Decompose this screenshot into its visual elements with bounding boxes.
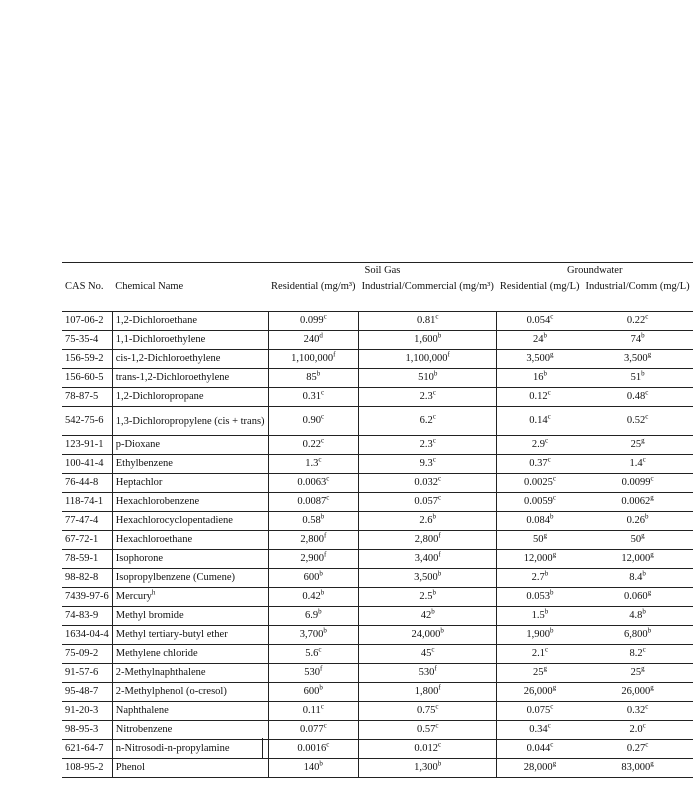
footnote-marker: c xyxy=(650,474,654,483)
soil-gas-industrial-header: Industrial/Commercial (mg/m³) xyxy=(359,279,497,312)
table-row xyxy=(62,740,693,759)
soil-gas-industrial-cell: 530$^f$ xyxy=(359,664,497,683)
chemical-name-cell: p-Dioxane xyxy=(112,436,268,455)
footnote-marker: b xyxy=(431,607,435,616)
footnote-marker: c xyxy=(326,740,330,749)
footnote-marker: b xyxy=(543,369,547,378)
groundwater-industrial-header: Industrial/Comm (mg/L) xyxy=(583,279,693,312)
footnote-marker: b xyxy=(320,512,325,521)
footnote-marker: c xyxy=(320,702,324,711)
groundwater-industrial-cell: 0.48$^c$ xyxy=(583,388,693,407)
table-row xyxy=(62,645,693,664)
soil-gas-residential-cell: 1,100,000$^f$ xyxy=(268,350,359,369)
chemical-name-cell: trans-1,2-Dichloroethylene xyxy=(112,369,268,388)
groundwater-industrial-cell: 0.27$^c$ xyxy=(583,740,693,759)
groundwater-residential-cell: 0.075$^c$ xyxy=(497,702,583,721)
soil-gas-residential-cell: 0.90$^c$ xyxy=(268,407,359,436)
chemical-name-cell: Hexachlorobenzene xyxy=(112,493,268,512)
groundwater-industrial-cell: 26,000$^g$ xyxy=(583,683,693,702)
groundwater-residential-cell: 2.1$^c$ xyxy=(497,645,583,664)
footnote-marker: c xyxy=(544,645,549,654)
groundwater-residential-cell: 2.7$^b$ xyxy=(497,569,583,588)
footnote-marker: g xyxy=(543,531,547,540)
footnote-marker: c xyxy=(323,312,327,321)
soil-gas-residential-cell: 5.6$^c$ xyxy=(268,645,359,664)
groundwater-residential-cell: 0.053$^b$ xyxy=(497,588,583,607)
footnote-marker: c xyxy=(550,740,554,749)
table-body xyxy=(62,312,693,778)
footnote-marker: f xyxy=(447,350,450,359)
chemical-name-cell: Methyl tertiary-butyl ether xyxy=(112,626,268,645)
soil-gas-residential-cell: 600$^b$ xyxy=(268,569,359,588)
footnote-marker: c xyxy=(645,412,649,421)
footnote-marker: b xyxy=(437,569,442,578)
cas-cell: 1634-04-4 xyxy=(62,626,112,645)
soil-gas-industrial-cell: 6.2$^c$ xyxy=(359,407,497,436)
soil-gas-residential-cell: 0.22$^c$ xyxy=(268,436,359,455)
groundwater-industrial-cell: 0.32$^c$ xyxy=(583,702,693,721)
soil-gas-industrial-cell: 0.81$^c$ xyxy=(359,312,497,331)
footnote-marker: c xyxy=(547,388,551,397)
footnote-marker: g xyxy=(647,350,652,359)
soil-gas-industrial-cell: 1,600$^b$ xyxy=(359,331,497,350)
chemical-name-cell: n-Nitrosodi-n-propylamine xyxy=(112,740,268,759)
table-row xyxy=(62,607,693,626)
footnote-marker: c xyxy=(645,388,649,397)
table-row xyxy=(62,550,693,569)
soil-gas-industrial-cell: 3,400$^f$ xyxy=(359,550,497,569)
cas-cell: 91-57-6 xyxy=(62,664,112,683)
soil-gas-residential-cell: 0.0087$^c$ xyxy=(268,493,359,512)
footnote-marker: c xyxy=(547,721,551,730)
footnote-marker: b xyxy=(642,607,646,616)
soil-gas-residential-cell: 0.0016$^c$ xyxy=(268,740,359,759)
footnote-marker: g xyxy=(650,493,654,502)
cas-cell: 76-44-8 xyxy=(62,474,112,493)
screening-levels-table xyxy=(62,262,693,778)
footnote-marker: c xyxy=(437,474,442,483)
chemical-name-cell: Heptachlor xyxy=(112,474,268,493)
footnote-marker: f xyxy=(320,664,323,673)
soil-gas-header: Soil Gas xyxy=(268,263,497,280)
chemical-name-cell: Hexachloroethane xyxy=(112,531,268,550)
groundwater-industrial-cell: 74$^b$ xyxy=(583,331,693,350)
table-row xyxy=(62,664,693,683)
cas-cell: 107-06-2 xyxy=(62,312,112,331)
table-row xyxy=(62,350,693,369)
cas-cell: 621-64-7 xyxy=(62,740,112,759)
group-header-row xyxy=(62,263,693,280)
groundwater-residential-cell: 1,900$^b$ xyxy=(497,626,583,645)
cas-cell: 77-47-4 xyxy=(62,512,112,531)
groundwater-industrial-cell: 0.26$^b$ xyxy=(583,512,693,531)
footnote-marker: c xyxy=(326,493,330,502)
table-row xyxy=(62,331,693,350)
footnote-marker: b xyxy=(642,569,646,578)
soil-gas-industrial-cell: 1,100,000$^f$ xyxy=(359,350,497,369)
footnote-marker: b xyxy=(320,588,325,597)
footnote-marker: c xyxy=(435,702,439,711)
column-header-row xyxy=(62,279,693,312)
table-row xyxy=(62,312,693,331)
cas-cell: 7439-97-6 xyxy=(62,588,112,607)
chemical-name-cell: Phenol xyxy=(112,759,268,778)
footnote-marker: c xyxy=(547,412,551,421)
soil-gas-industrial-cell: 1,300$^b$ xyxy=(359,759,497,778)
chemical-name-cell: Isophorone xyxy=(112,550,268,569)
footnote-marker: c xyxy=(432,412,436,421)
groundwater-residential-cell: 3,500$^g$ xyxy=(497,350,583,369)
cas-cell: 118-74-1 xyxy=(62,493,112,512)
footnote-marker: g xyxy=(641,436,645,445)
groundwater-industrial-cell: 2.0$^c$ xyxy=(583,721,693,740)
soil-gas-residential-cell: 0.077$^c$ xyxy=(268,721,359,740)
soil-gas-residential-cell: 3,700$^b$ xyxy=(268,626,359,645)
table-row xyxy=(62,531,693,550)
footnote-marker: g xyxy=(641,664,645,673)
footnote-marker: h xyxy=(151,588,156,597)
footnote-marker: g xyxy=(552,759,557,768)
soil-gas-residential-cell: 2,900$^f$ xyxy=(268,550,359,569)
cas-cell: 156-60-5 xyxy=(62,369,112,388)
footnote-marker: b xyxy=(550,588,554,597)
soil-gas-residential-cell: 600$^b$ xyxy=(268,683,359,702)
soil-gas-residential-cell: 240$^d$ xyxy=(268,331,359,350)
footnote-marker: c xyxy=(437,740,442,749)
footnote-marker: g xyxy=(543,664,547,673)
groundwater-industrial-cell: 6,800$^b$ xyxy=(583,626,693,645)
soil-gas-residential-cell: 530$^f$ xyxy=(268,664,359,683)
footnote-marker: b xyxy=(647,626,652,635)
chemical-name-cell: Methyl bromide xyxy=(112,607,268,626)
footnote-marker: g xyxy=(552,550,557,559)
footnote-marker: c xyxy=(432,455,436,464)
groundwater-residential-cell: 0.0025$^c$ xyxy=(497,474,583,493)
table-row xyxy=(62,436,693,455)
groundwater-residential-cell: 2.9$^c$ xyxy=(497,436,583,455)
cas-cell: 78-87-5 xyxy=(62,388,112,407)
footnote-marker: c xyxy=(550,702,554,711)
footnote-marker: b xyxy=(432,512,437,521)
groundwater-industrial-cell: 4.8$^b$ xyxy=(583,607,693,626)
chemical-name-cell: Ethylbenzene xyxy=(112,455,268,474)
footnote-marker: b xyxy=(641,369,645,378)
footnote-marker: g xyxy=(650,550,654,559)
table-row xyxy=(62,474,693,493)
groundwater-residential-cell: 16$^b$ xyxy=(497,369,583,388)
footnote-marker: b xyxy=(645,512,649,521)
cas-column-header: CAS No. xyxy=(62,279,112,312)
soil-gas-industrial-cell: 24,000$^b$ xyxy=(359,626,497,645)
groundwater-residential-cell: 0.0059$^c$ xyxy=(497,493,583,512)
groundwater-residential-cell: 0.044$^c$ xyxy=(497,740,583,759)
footnote-marker: c xyxy=(645,702,649,711)
footnote-marker: g xyxy=(550,350,554,359)
soil-gas-industrial-cell: 0.57$^c$ xyxy=(359,721,497,740)
soil-gas-residential-cell: 85$^b$ xyxy=(268,369,359,388)
groundwater-residential-cell: 1.5$^b$ xyxy=(497,607,583,626)
cas-cell: 123-91-1 xyxy=(62,436,112,455)
soil-gas-residential-header: Residential (mg/m³) xyxy=(268,279,359,312)
footnote-marker: b xyxy=(432,588,437,597)
cas-cell: 108-95-2 xyxy=(62,759,112,778)
groundwater-industrial-cell: 50$^g$ xyxy=(583,531,693,550)
groundwater-industrial-cell: 0.0099$^c$ xyxy=(583,474,693,493)
soil-gas-industrial-cell: 1,800$^f$ xyxy=(359,683,497,702)
footnote-marker: b xyxy=(543,331,547,340)
footnote-marker: c xyxy=(323,721,327,730)
groundwater-industrial-cell: 8.2$^c$ xyxy=(583,645,693,664)
groundwater-header: Groundwater xyxy=(497,263,693,280)
footnote-marker: f xyxy=(438,550,441,559)
footnote-marker: b xyxy=(323,626,327,635)
groundwater-industrial-cell: 3,500$^g$ xyxy=(583,350,693,369)
footnote-marker: c xyxy=(642,645,646,654)
chemical-name-cell: Mercury$^h$ xyxy=(112,588,268,607)
groundwater-residential-cell: 28,000$^g$ xyxy=(497,759,583,778)
groundwater-residential-cell: 50$^g$ xyxy=(497,531,583,550)
footnote-marker: b xyxy=(440,626,444,635)
groundwater-industrial-cell: 0.52$^c$ xyxy=(583,407,693,436)
footnote-marker: b xyxy=(319,569,323,578)
soil-gas-residential-cell: 2,800$^f$ xyxy=(268,531,359,550)
footnote-marker: b xyxy=(550,626,554,635)
groundwater-residential-cell: 0.054$^c$ xyxy=(497,312,583,331)
cas-cell: 100-41-4 xyxy=(62,455,112,474)
soil-gas-industrial-cell: 0.032$^c$ xyxy=(359,474,497,493)
table-row xyxy=(62,493,693,512)
footnote-marker: c xyxy=(437,493,442,502)
table-row xyxy=(62,588,693,607)
soil-gas-industrial-cell: 0.057$^c$ xyxy=(359,493,497,512)
footnote-marker: c xyxy=(544,436,549,445)
cas-cell: 91-20-3 xyxy=(62,702,112,721)
footnote-marker: b xyxy=(641,331,645,340)
footnote-marker: g xyxy=(650,683,654,692)
footnote-marker: c xyxy=(552,493,556,502)
footnote-marker: c xyxy=(318,645,322,654)
groundwater-residential-cell: 0.37$^c$ xyxy=(497,455,583,474)
soil-gas-residential-cell: 0.0063$^c$ xyxy=(268,474,359,493)
cas-cell: 74-83-9 xyxy=(62,607,112,626)
footnote-marker: b xyxy=(550,512,554,521)
footnote-marker: c xyxy=(432,436,436,445)
groundwater-industrial-cell: 0.0062$^g$ xyxy=(583,493,693,512)
footnote-marker: c xyxy=(645,740,649,749)
footnote-marker: d xyxy=(319,331,323,340)
soil-gas-industrial-cell: 45$^c$ xyxy=(359,645,497,664)
cas-cell: 67-72-1 xyxy=(62,531,112,550)
footnote-marker: c xyxy=(547,455,551,464)
chemical-name-cell: Nitrobenzene xyxy=(112,721,268,740)
soil-gas-residential-cell: 0.31$^c$ xyxy=(268,388,359,407)
soil-gas-residential-cell: 0.099$^c$ xyxy=(268,312,359,331)
footnote-marker: g xyxy=(552,683,557,692)
groundwater-industrial-cell: 25$^g$ xyxy=(583,436,693,455)
chemical-name-cell: 1,2-Dichloroethane xyxy=(112,312,268,331)
soil-gas-industrial-cell: 510$^b$ xyxy=(359,369,497,388)
footnote-marker: b xyxy=(433,369,438,378)
footnote-marker: f xyxy=(434,664,437,673)
footnote-marker: c xyxy=(432,388,436,397)
cas-cell: 98-95-3 xyxy=(62,721,112,740)
groundwater-residential-cell: 0.084$^b$ xyxy=(497,512,583,531)
footnote-marker: b xyxy=(437,759,442,768)
groundwater-industrial-cell: 83,000$^g$ xyxy=(583,759,693,778)
soil-gas-residential-cell: 0.58$^b$ xyxy=(268,512,359,531)
table-row xyxy=(62,626,693,645)
footnote-marker: b xyxy=(319,683,323,692)
soil-gas-industrial-cell: 2,800$^f$ xyxy=(359,531,497,550)
table-row xyxy=(62,721,693,740)
footnote-marker: f xyxy=(438,683,441,692)
soil-gas-residential-cell: 1.3$^c$ xyxy=(268,455,359,474)
footnote-marker: f xyxy=(333,350,336,359)
groundwater-industrial-cell: 1.4$^c$ xyxy=(583,455,693,474)
footnote-marker: b xyxy=(437,331,442,340)
soil-gas-industrial-cell: 0.75$^c$ xyxy=(359,702,497,721)
cas-cell: 542-75-6 xyxy=(62,407,112,436)
groundwater-industrial-cell: 25$^g$ xyxy=(583,664,693,683)
chemical-name-cell: Naphthalene xyxy=(112,702,268,721)
soil-gas-industrial-cell: 2.5$^b$ xyxy=(359,588,497,607)
cas-cell: 98-82-8 xyxy=(62,569,112,588)
table-row xyxy=(62,569,693,588)
groundwater-residential-cell: 24$^b$ xyxy=(497,331,583,350)
soil-gas-residential-cell: 0.11$^c$ xyxy=(268,702,359,721)
chemical-name-cell: cis-1,2-Dichloroethylene xyxy=(112,350,268,369)
footnote-marker: c xyxy=(552,474,556,483)
footnote-marker: c xyxy=(431,645,435,654)
table-row xyxy=(62,455,693,474)
groundwater-industrial-cell: 0.060$^g$ xyxy=(583,588,693,607)
footnote-marker: f xyxy=(323,531,327,540)
table-row xyxy=(62,702,693,721)
groundwater-residential-cell: 0.14$^c$ xyxy=(497,407,583,436)
soil-gas-industrial-cell: 0.012$^c$ xyxy=(359,740,497,759)
table-row xyxy=(62,759,693,778)
footnote-marker: c xyxy=(326,474,330,483)
chemical-name-cell: 1,1-Dichloroethylene xyxy=(112,331,268,350)
groundwater-residential-cell: 0.34$^c$ xyxy=(497,721,583,740)
footnote-marker: c xyxy=(645,312,649,321)
groundwater-residential-cell: 26,000$^g$ xyxy=(497,683,583,702)
footnote-marker: c xyxy=(435,721,439,730)
footnote-marker: c xyxy=(320,436,325,445)
groundwater-residential-cell: 12,000$^g$ xyxy=(497,550,583,569)
footnote-marker: b xyxy=(319,759,323,768)
groundwater-industrial-cell: 12,000$^g$ xyxy=(583,550,693,569)
soil-gas-industrial-cell: 2.3$^c$ xyxy=(359,436,497,455)
cas-cell: 95-48-7 xyxy=(62,683,112,702)
footnote-marker: b xyxy=(544,569,549,578)
table-row xyxy=(62,407,693,436)
footnote-marker: g xyxy=(647,588,652,597)
footnote-marker: b xyxy=(318,607,322,616)
table-row xyxy=(62,512,693,531)
table-row xyxy=(62,388,693,407)
footnote-marker: c xyxy=(642,455,646,464)
footnote-marker: c xyxy=(435,312,439,321)
soil-gas-industrial-cell: 2.6$^b$ xyxy=(359,512,497,531)
soil-gas-residential-cell: 0.42$^b$ xyxy=(268,588,359,607)
footnote-marker: c xyxy=(320,412,325,421)
chemical-name-cell: Isopropylbenzene (Cumene) xyxy=(112,569,268,588)
soil-gas-residential-cell: 6.9$^b$ xyxy=(268,607,359,626)
name-column-header: Chemical Name xyxy=(112,279,268,312)
footnote-marker: b xyxy=(316,369,321,378)
groundwater-residential-cell: 0.12$^c$ xyxy=(497,388,583,407)
chemical-name-cell: 2-Methylphenol (o-cresol) xyxy=(112,683,268,702)
chemical-name-cell: 2-Methylnaphthalene xyxy=(112,664,268,683)
soil-gas-industrial-cell: 3,500$^b$ xyxy=(359,569,497,588)
table-row xyxy=(62,369,693,388)
footnote-marker: f xyxy=(438,531,441,540)
chemical-name-cell: Methylene chloride xyxy=(112,645,268,664)
footnote-marker: c xyxy=(320,388,325,397)
groundwater-industrial-cell: 0.22$^c$ xyxy=(583,312,693,331)
footnote-marker: c xyxy=(318,455,322,464)
page-margin-mark xyxy=(262,738,263,758)
cas-cell: 75-09-2 xyxy=(62,645,112,664)
footnote-marker: g xyxy=(641,531,645,540)
footnote-marker: c xyxy=(550,312,554,321)
cas-cell: 78-59-1 xyxy=(62,550,112,569)
cas-cell: 75-35-4 xyxy=(62,331,112,350)
footnote-marker: f xyxy=(323,550,327,559)
soil-gas-industrial-cell: 9.3$^c$ xyxy=(359,455,497,474)
groundwater-residential-cell: 25$^g$ xyxy=(497,664,583,683)
footnote-marker: b xyxy=(544,607,549,616)
groundwater-residential-header: Residential (mg/L) xyxy=(497,279,583,312)
footnote-marker: c xyxy=(642,721,646,730)
chemical-name-cell: 1,2-Dichloropropane xyxy=(112,388,268,407)
footnote-marker: g xyxy=(650,759,654,768)
table-row xyxy=(62,683,693,702)
cas-cell: 156-59-2 xyxy=(62,350,112,369)
soil-gas-industrial-cell: 2.3$^c$ xyxy=(359,388,497,407)
chemical-name-cell: Hexachlorocyclopentadiene xyxy=(112,512,268,531)
soil-gas-industrial-cell: 42$^b$ xyxy=(359,607,497,626)
groundwater-industrial-cell: 51$^b$ xyxy=(583,369,693,388)
chemical-name-cell: 1,3-Dichloropropylene (cis + trans) xyxy=(112,407,268,436)
soil-gas-residential-cell: 140$^b$ xyxy=(268,759,359,778)
groundwater-industrial-cell: 8.4$^b$ xyxy=(583,569,693,588)
